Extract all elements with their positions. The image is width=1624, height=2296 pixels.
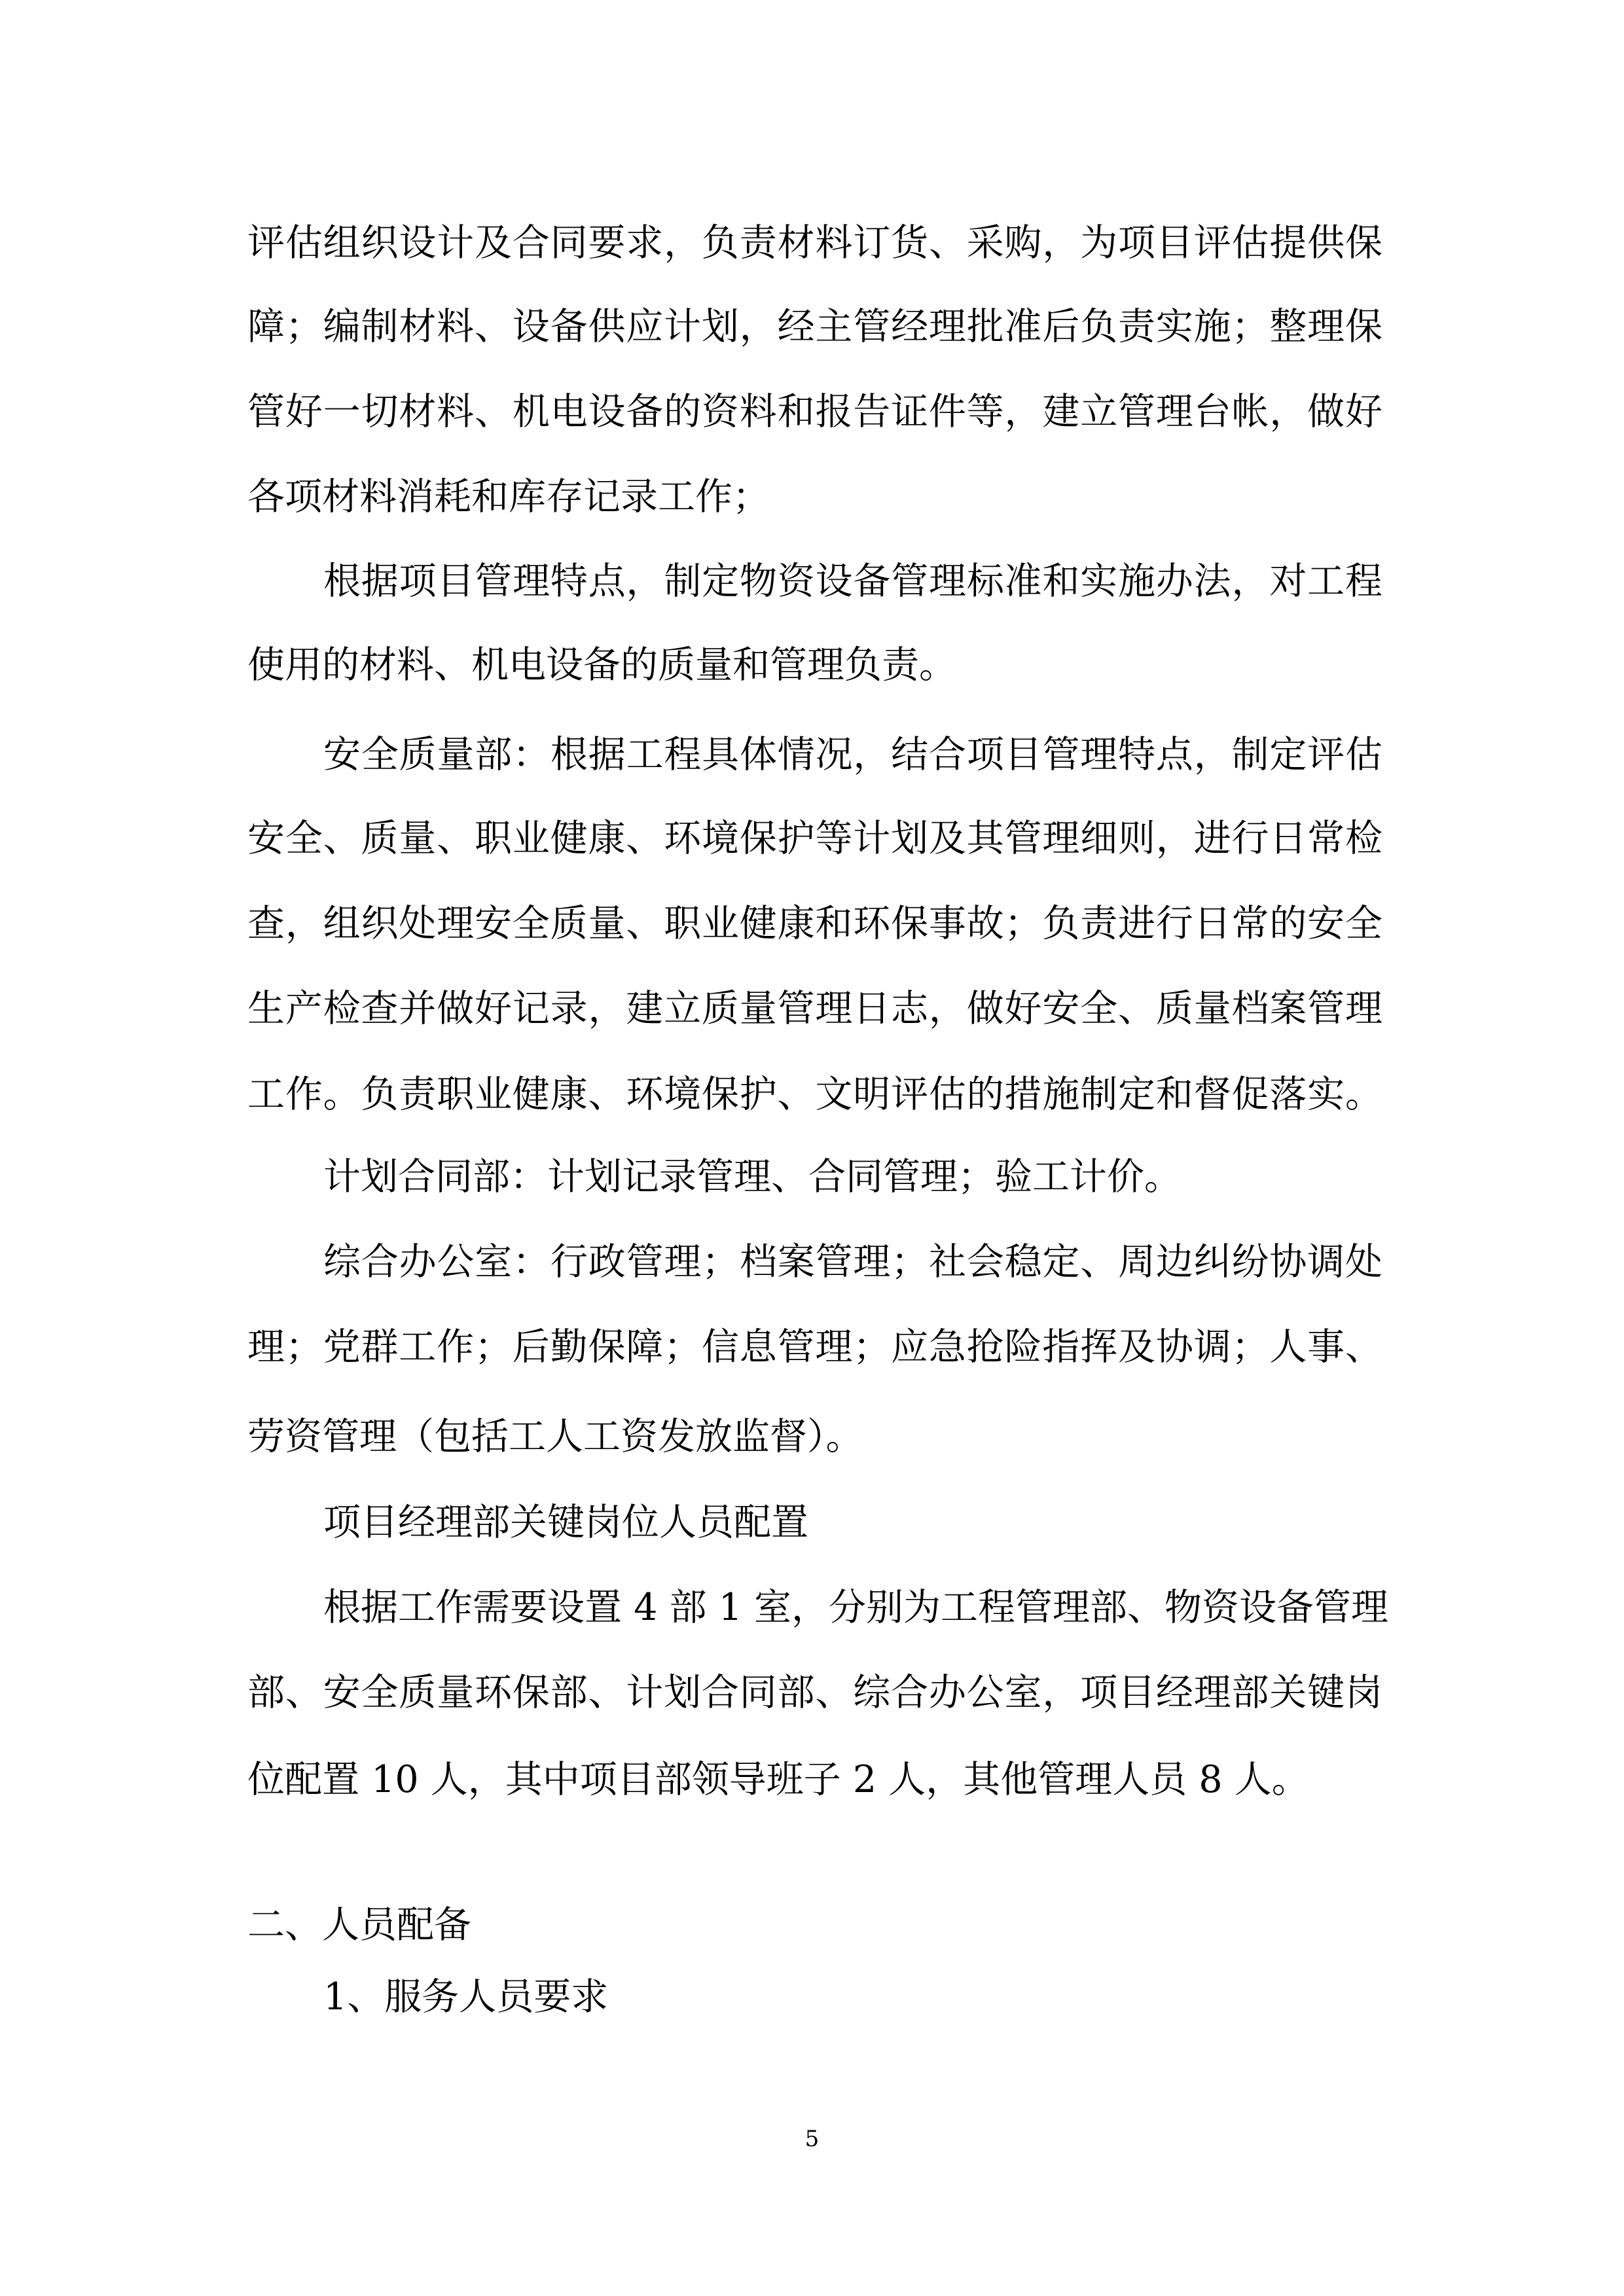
paragraph-line: 劳资管理（包括工人工资发放监督）。 <box>247 1415 863 1458</box>
paragraph-line: 查，组织处理安全质量、职业健康和环保事故；负责进行日常的安全 <box>247 902 1382 945</box>
paragraph-line: 项目经理部关键岗位人员配置 <box>323 1501 808 1544</box>
subsection-heading: 1、服务人员要求 <box>323 1975 609 2018</box>
paragraph-line: 根据项目管理特点，制定物资设备管理标准和实施办法，对工程 <box>323 560 1382 603</box>
paragraph-line: 生产检查并做好记录，建立质量管理日志，做好安全、质量档案管理 <box>247 987 1382 1030</box>
paragraph-line: 障；编制材料、设备供应计划，经主管经理批准后负责实施；整理保 <box>247 305 1382 348</box>
section-heading: 二、人员配备 <box>247 1903 471 1946</box>
paragraph-line: 理；党群工作；后勤保障；信息管理；应急抢险指挥及协调；人事、 <box>247 1325 1382 1369</box>
paragraph-line: 部、安全质量环保部、计划合同部、综合办公室，项目经理部关键岗 <box>247 1671 1382 1714</box>
paragraph-line: 使用的材料、机电设备的质量和管理负责。 <box>247 643 956 687</box>
paragraph-line: 位配置 10 人，其中项目部领导班子 2 人，其他管理人员 8 人。 <box>247 1758 1309 1801</box>
paragraph-line: 综合办公室：行政管理；档案管理；社会稳定、周边纠纷协调处 <box>323 1240 1382 1283</box>
paragraph-line: 各项材料消耗和库存记录工作； <box>247 475 770 518</box>
paragraph-line: 工作。负责职业健康、环境保护、文明评估的措施制定和督促落实。 <box>247 1073 1382 1116</box>
paragraph-line: 安全质量部：根据工程具体情况，结合项目管理特点，制定评估 <box>323 733 1382 776</box>
paragraph-line: 评估组织设计及合同要求，负责材料订货、采购，为项目评估提供保 <box>247 221 1382 264</box>
paragraph-line: 安全、质量、职业健康、环境保护等计划及其管理细则，进行日常检 <box>247 817 1382 860</box>
page-number: 5 <box>804 2126 820 2152</box>
paragraph-line: 管好一切材料、机电设备的资料和报告证件等，建立管理台帐，做好 <box>247 390 1382 433</box>
paragraph-line: 根据工作需要设置 4 部 1 室，分别为工程管理部、物资设备管理 <box>323 1586 1389 1629</box>
paragraph-line: 计划合同部：计划记录管理、合同管理；验工计价。 <box>323 1155 1182 1198</box>
